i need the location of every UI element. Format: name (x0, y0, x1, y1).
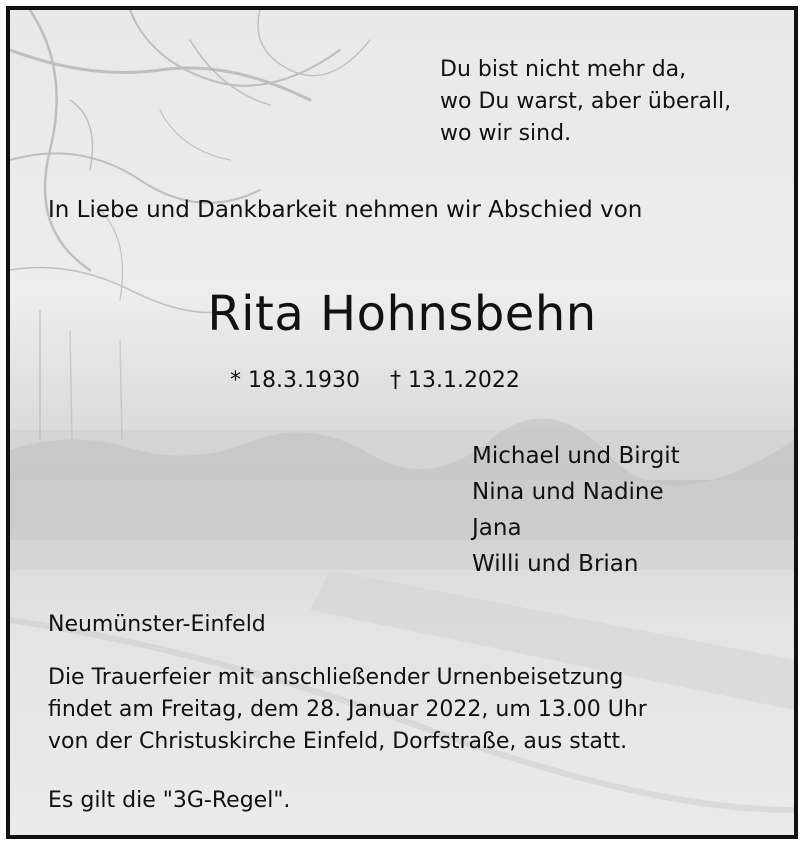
poem-line: wo wir sind. (440, 121, 572, 146)
poem-quote (440, 54, 731, 150)
intro-text: In Liebe und Dankbarkeit nehmen wir Abschied von (48, 197, 643, 223)
deceased-name: Rita Hohnsbehn (207, 286, 597, 342)
ceremony-notice (48, 662, 647, 758)
place-name: Neumünster-Einfeld (48, 612, 266, 637)
mourner-entry: Michael und Birgit (472, 443, 680, 469)
obituary-content (10, 10, 794, 835)
rule-note: Es gilt die "3G-Regel". (48, 788, 291, 813)
poem-line: wo Du warst, aber überall, (440, 89, 732, 114)
mourner-entry: Nina und Nadine (472, 479, 664, 505)
mourner-entry: Jana (472, 515, 522, 541)
poem-line: Du bist nicht mehr da, (440, 57, 687, 82)
ceremony-line: findet am Freitag, dem 28. Januar 2022, um 13.00 Uhr (48, 697, 647, 722)
mourners-list (472, 438, 680, 582)
birth-date: * 18.3.1930 (230, 368, 360, 393)
ceremony-line: von der Christuskirche Einfeld, Dorfstraße, aus statt. (48, 729, 628, 754)
death-date: † 13.1.2022 (389, 368, 520, 393)
mourner-entry: Willi und Brian (472, 551, 639, 577)
obituary-card (6, 6, 798, 839)
ceremony-line: Die Trauerfeier mit anschließender Urnenbeisetzung (48, 665, 624, 690)
life-dates (230, 368, 520, 393)
